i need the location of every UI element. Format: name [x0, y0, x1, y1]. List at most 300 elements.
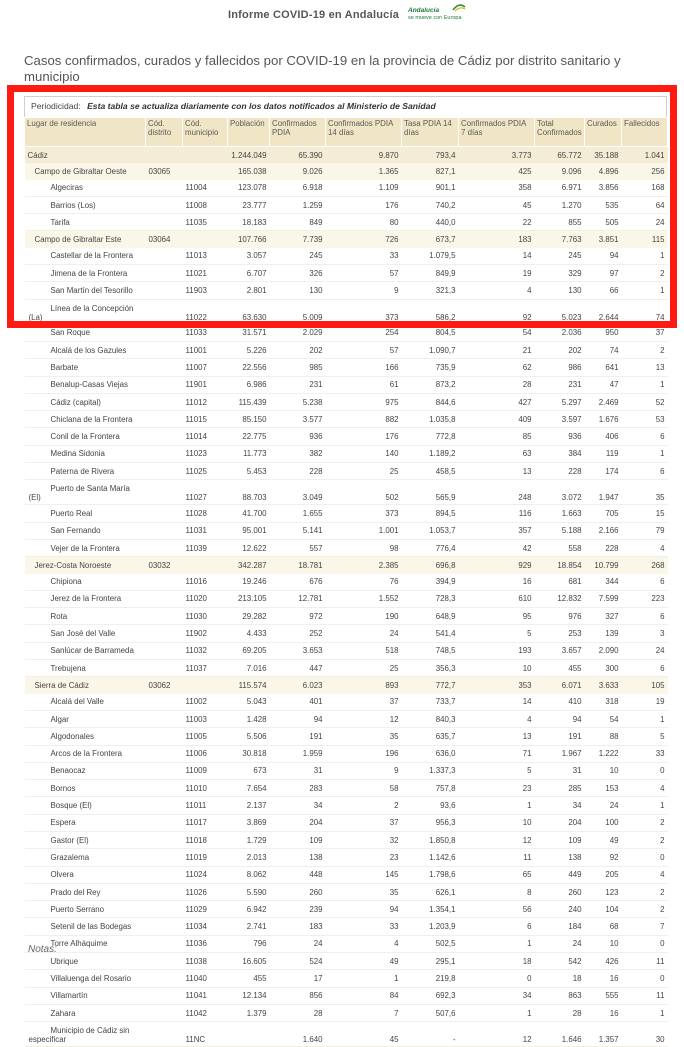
cell-tot: 253 [535, 625, 585, 642]
cell-c: 326 [270, 265, 326, 282]
cell-c: 228 [270, 463, 326, 480]
cell-fal: 6 [622, 463, 668, 480]
periodicity-value: Esta tabla se actualiza diariamente con los datos notificados al Ministerio de Sanidad [87, 101, 436, 111]
cell-t14: 692,3 [402, 987, 459, 1004]
cell-t14: 757,8 [402, 780, 459, 797]
cell-pob: 16.605 [228, 953, 270, 970]
cell-tot: 191 [535, 728, 585, 745]
cell-c: 191 [270, 728, 326, 745]
cell-c: 5.238 [270, 393, 326, 410]
column-header[interactable]: Confirmados PDIA [270, 118, 326, 147]
cell-c7: 5 [459, 762, 535, 779]
cell-pob: 88.703 [228, 480, 270, 505]
cell-pob: 19.246 [228, 574, 270, 591]
cell-c7: 28 [459, 376, 535, 393]
column-header[interactable]: Confirmados PDIA 7 días [459, 118, 535, 147]
cell-c7: 0 [459, 970, 535, 987]
cell-pob: 5.506 [228, 728, 270, 745]
cell-c14: 32 [326, 831, 402, 848]
cell-mun: 11008 [183, 196, 228, 213]
cell-t14: 1.053,7 [402, 522, 459, 539]
cell-mun: 11004 [183, 180, 228, 197]
cell-fal: 1 [622, 710, 668, 727]
cell-cur: 2.166 [585, 522, 622, 539]
cell-fal: 6 [622, 574, 668, 591]
cell-c14: 196 [326, 745, 402, 762]
cell-c7: 22 [459, 214, 535, 231]
cell-dist [146, 625, 183, 642]
municipality-row [25, 642, 668, 659]
cell-tot: 9.096 [535, 163, 585, 179]
municipality-row [25, 953, 668, 970]
cell-fal: 256 [622, 163, 668, 179]
cell-fal: 1 [622, 1004, 668, 1021]
cell-c: 17 [270, 970, 326, 987]
cell-c7: 12 [459, 831, 535, 848]
cell-cur: 300 [585, 660, 622, 677]
cell-t14: - [402, 1022, 459, 1047]
residence-cell: Villaluenga del Rosario [25, 970, 146, 987]
cell-dist [146, 522, 183, 539]
cell-dist: 03032 [146, 557, 183, 574]
cell-c: 12.781 [270, 590, 326, 607]
municipality-row [25, 970, 668, 987]
residence-cell: Tarifa [25, 214, 146, 231]
municipality-row [25, 625, 668, 642]
cell-pob: 3.869 [228, 814, 270, 831]
cell-c7: 16 [459, 574, 535, 591]
cell-fal: 1 [622, 248, 668, 265]
cell-pob: 2.801 [228, 282, 270, 299]
cell-c7: 92 [459, 299, 535, 324]
cell-t14: 748,5 [402, 642, 459, 659]
cell-dist: 03062 [146, 677, 183, 694]
cell-mun: 11039 [183, 539, 228, 556]
cell-c: 3.653 [270, 642, 326, 659]
cell-cur: 47 [585, 376, 622, 393]
municipality-row [25, 608, 668, 625]
cell-fal: 6 [622, 428, 668, 445]
cell-t14: 636,0 [402, 745, 459, 762]
cell-fal: 268 [622, 557, 668, 574]
cell-c: 856 [270, 987, 326, 1004]
cell-c: 972 [270, 608, 326, 625]
residence-cell: Grazalema [25, 849, 146, 866]
municipality-row [25, 935, 668, 952]
cell-dist [146, 376, 183, 393]
cell-dist: 03064 [146, 231, 183, 248]
municipality-row [25, 341, 668, 358]
cell-dist [146, 745, 183, 762]
cell-c7: 1 [459, 797, 535, 814]
cell-c: 5.141 [270, 522, 326, 539]
column-header[interactable]: Fallecidos [622, 118, 668, 147]
cell-cur: 344 [585, 574, 622, 591]
cell-pob: 85.150 [228, 411, 270, 428]
cell-c14: 145 [326, 866, 402, 883]
report-header [0, 0, 684, 34]
cell-pob: 1.244.049 [228, 147, 270, 164]
cell-dist [146, 814, 183, 831]
cell-pob: 23.777 [228, 196, 270, 213]
cell-mun: 11042 [183, 1004, 228, 1021]
cell-c14: 37 [326, 694, 402, 711]
cell-c: 239 [270, 901, 326, 918]
cell-pob: 22.775 [228, 428, 270, 445]
cell-c7: 116 [459, 505, 535, 522]
cell-c14: 190 [326, 608, 402, 625]
cell-c14: 975 [326, 393, 402, 410]
cell-pob: 6.986 [228, 376, 270, 393]
residence-name-suffix: especificar [28, 1035, 67, 1045]
cell-c: 3.049 [270, 480, 326, 505]
cell-cur: 68 [585, 918, 622, 935]
cell-t14: 356,3 [402, 660, 459, 677]
cell-fal: 15 [622, 505, 668, 522]
cell-mun: 11015 [183, 411, 228, 428]
cell-mun: 11016 [183, 574, 228, 591]
cell-cur: 1.357 [585, 1022, 622, 1047]
cell-c7: 610 [459, 590, 535, 607]
cell-c7: 5 [459, 625, 535, 642]
residence-cell: Chipiona [25, 574, 146, 591]
cell-fal: 19 [622, 694, 668, 711]
cell-pob: 29.282 [228, 608, 270, 625]
cell-cur: 950 [585, 324, 622, 341]
municipality-row [25, 762, 668, 779]
residence-cell: Rota [25, 608, 146, 625]
cell-pob: 41.700 [228, 505, 270, 522]
cell-t14: 394,9 [402, 574, 459, 591]
municipality-row [25, 831, 668, 848]
cell-cur: 49 [585, 831, 622, 848]
cell-t14: 458,5 [402, 463, 459, 480]
cell-c14: 25 [326, 463, 402, 480]
cell-c: 130 [270, 282, 326, 299]
cell-c14: 84 [326, 987, 402, 1004]
cell-c: 1.640 [270, 1022, 326, 1047]
cell-pob: 1.428 [228, 710, 270, 727]
cell-fal: 24 [622, 642, 668, 659]
cell-c14: 1 [326, 970, 402, 987]
cell-mun [183, 677, 228, 694]
municipality-row [25, 463, 668, 480]
cell-cur: 505 [585, 214, 622, 231]
cell-mun: 11033 [183, 324, 228, 341]
cell-cur: 7.599 [585, 590, 622, 607]
logo-line2: se mueve con Europa [408, 15, 462, 21]
cell-dist [146, 393, 183, 410]
cell-c14: 45 [326, 1022, 402, 1047]
column-header[interactable]: Confirmados PDIA 14 días [326, 118, 402, 147]
residence-cell: Prado del Rey [25, 883, 146, 900]
residence-cell: Jerez de la Frontera [25, 590, 146, 607]
column-header[interactable]: Cód. municipio [183, 118, 228, 147]
cell-fal: 79 [622, 522, 668, 539]
column-header[interactable]: Tasa PDIA 14 días [402, 118, 459, 147]
cell-fal: 1 [622, 797, 668, 814]
cell-fal: 74 [622, 299, 668, 324]
cell-t14: 648,9 [402, 608, 459, 625]
cell-c: 94 [270, 710, 326, 727]
cell-t14: 776,4 [402, 539, 459, 556]
cell-dist [146, 987, 183, 1004]
cell-c7: 14 [459, 248, 535, 265]
residence-cell: Campo de Gibraltar Este [25, 231, 146, 248]
cell-dist [146, 710, 183, 727]
cell-fal: 4 [622, 539, 668, 556]
residence-cell: Cádiz (capital) [25, 393, 146, 410]
municipality-row [25, 710, 668, 727]
cell-mun: 11901 [183, 376, 228, 393]
cell-c: 7.739 [270, 231, 326, 248]
municipality-row [25, 901, 668, 918]
cell-fal: 64 [622, 196, 668, 213]
cell-pob: 115.574 [228, 677, 270, 694]
cell-c14: 24 [326, 625, 402, 642]
cell-c14: 882 [326, 411, 402, 428]
residence-cell: Benalup-Casas Viejas [25, 376, 146, 393]
cell-c: 401 [270, 694, 326, 711]
cell-tot: 6.971 [535, 180, 585, 197]
cell-pob: 1.379 [228, 1004, 270, 1021]
cell-pob: 95.001 [228, 522, 270, 539]
residence-cell: Alcalá del Valle [25, 694, 146, 711]
cell-c14: 9 [326, 762, 402, 779]
cell-c14: 1.001 [326, 522, 402, 539]
cell-t14: 733,7 [402, 694, 459, 711]
residence-cell: San Roque [25, 324, 146, 341]
cell-tot: 384 [535, 445, 585, 462]
cell-fal: 105 [622, 677, 668, 694]
cell-t14: 1.035,8 [402, 411, 459, 428]
cell-fal: 2 [622, 814, 668, 831]
cell-tot: 1.270 [535, 196, 585, 213]
cell-t14: 626,1 [402, 883, 459, 900]
cell-mun: 11030 [183, 608, 228, 625]
cell-c: 447 [270, 660, 326, 677]
cell-dist [146, 849, 183, 866]
cell-c7: 62 [459, 359, 535, 376]
cell-t14: 894,5 [402, 505, 459, 522]
cell-tot: 12.832 [535, 590, 585, 607]
cell-t14: 440,0 [402, 214, 459, 231]
municipality-row [25, 1004, 668, 1021]
cell-tot: 65.772 [535, 147, 585, 164]
cell-c14: 2 [326, 797, 402, 814]
cell-tot: 7.763 [535, 231, 585, 248]
cell-cur: 641 [585, 359, 622, 376]
cell-c7: 18 [459, 953, 535, 970]
municipality-row [25, 849, 668, 866]
residence-cell: Chiclana de la Frontera [25, 411, 146, 428]
cell-c14: 518 [326, 642, 402, 659]
cell-fal: 24 [622, 214, 668, 231]
cell-tot: 1.646 [535, 1022, 585, 1047]
cell-mun: 11040 [183, 970, 228, 987]
cell-fal: 13 [622, 359, 668, 376]
cell-dist [146, 831, 183, 848]
cell-cur: 139 [585, 625, 622, 642]
cell-c: 3.577 [270, 411, 326, 428]
cell-pob: 796 [228, 935, 270, 952]
cell-c: 5.009 [270, 299, 326, 324]
cell-mun: 11020 [183, 590, 228, 607]
cell-c14: 1.109 [326, 180, 402, 197]
cell-c14: 726 [326, 231, 402, 248]
cell-pob: 673 [228, 762, 270, 779]
cell-t14: 1.079,5 [402, 248, 459, 265]
cell-pob: 6.942 [228, 901, 270, 918]
cell-dist [146, 660, 183, 677]
cell-t14: 901,1 [402, 180, 459, 197]
cell-c14: 2.385 [326, 557, 402, 574]
cell-cur: 100 [585, 814, 622, 831]
cell-tot: 3.072 [535, 480, 585, 505]
cell-tot: 240 [535, 901, 585, 918]
cell-pob: 8.062 [228, 866, 270, 883]
cell-cur: 153 [585, 780, 622, 797]
cell-fal: 0 [622, 849, 668, 866]
residence-cell: Benaocaz [25, 762, 146, 779]
municipality-row [25, 814, 668, 831]
cell-mun: 11005 [183, 728, 228, 745]
cell-c14: 373 [326, 505, 402, 522]
municipality-row [25, 411, 668, 428]
cell-t14: 321,3 [402, 282, 459, 299]
cell-pob: 165.038 [228, 163, 270, 179]
cell-c14: 33 [326, 248, 402, 265]
cell-c14: 893 [326, 677, 402, 694]
municipality-row [25, 505, 668, 522]
cell-cur: 406 [585, 428, 622, 445]
cell-t14: 1.189,2 [402, 445, 459, 462]
cell-tot: 5.188 [535, 522, 585, 539]
residence-cell: Castellar de la Frontera [25, 248, 146, 265]
column-header[interactable]: Lugar de residencia [25, 118, 146, 147]
cell-t14: 1.203,9 [402, 918, 459, 935]
cell-fal: 115 [622, 231, 668, 248]
cell-c14: 140 [326, 445, 402, 462]
cell-t14: 1.142,6 [402, 849, 459, 866]
column-header[interactable]: Total Confirmados [535, 118, 585, 147]
column-header[interactable]: Curados [585, 118, 622, 147]
cell-cur: 10 [585, 935, 622, 952]
cell-dist [146, 883, 183, 900]
cell-tot: 976 [535, 608, 585, 625]
cell-fal: 2 [622, 831, 668, 848]
cell-t14: 565,9 [402, 480, 459, 505]
cell-cur: 94 [585, 248, 622, 265]
cell-mun: 11031 [183, 522, 228, 539]
residence-cell: Puerto Serrano [25, 901, 146, 918]
cell-mun: 11NC [183, 1022, 228, 1047]
cell-mun: 11041 [183, 987, 228, 1004]
district-row [25, 557, 668, 574]
cell-c7: 8 [459, 883, 535, 900]
cell-fal: 0 [622, 970, 668, 987]
cell-cur: 426 [585, 953, 622, 970]
cell-pob: 12.134 [228, 987, 270, 1004]
report-title: Informe COVID-19 en Andalucía [228, 9, 400, 21]
cell-mun: 11023 [183, 445, 228, 462]
cell-c14: 4 [326, 935, 402, 952]
cell-mun: 11013 [183, 248, 228, 265]
municipality-row [25, 590, 668, 607]
cell-c14: 35 [326, 883, 402, 900]
cell-t14: 849,9 [402, 265, 459, 282]
residence-cell: Jimena de la Frontera [25, 265, 146, 282]
cell-pob: 5.043 [228, 694, 270, 711]
cell-c14: 94 [326, 901, 402, 918]
cell-c14: 7 [326, 1004, 402, 1021]
cell-tot: 449 [535, 866, 585, 883]
residence-cell: Alcalá de los Gazules [25, 341, 146, 358]
cell-t14: 295,1 [402, 953, 459, 970]
cell-c7: 34 [459, 987, 535, 1004]
column-header[interactable]: Cód. distrito [146, 118, 183, 147]
cell-t14: 804,5 [402, 324, 459, 341]
cell-t14: 635,7 [402, 728, 459, 745]
cell-cur: 10.799 [585, 557, 622, 574]
cell-c: 382 [270, 445, 326, 462]
cell-fal: 1 [622, 376, 668, 393]
cell-dist [146, 797, 183, 814]
cell-t14: 586,2 [402, 299, 459, 324]
cell-fal: 33 [622, 745, 668, 762]
residence-cell: Villamartín [25, 987, 146, 1004]
cell-fal: 168 [622, 180, 668, 197]
cell-c14: 166 [326, 359, 402, 376]
cell-c7: 65 [459, 866, 535, 883]
cell-c7: 1 [459, 1004, 535, 1021]
cell-c14: 23 [326, 849, 402, 866]
cell-c14: 502 [326, 480, 402, 505]
cell-c7: 19 [459, 265, 535, 282]
cell-pob: 342.287 [228, 557, 270, 574]
cell-mun: 11006 [183, 745, 228, 762]
municipality-row [25, 574, 668, 591]
cell-c14: 373 [326, 299, 402, 324]
cell-tot: 184 [535, 918, 585, 935]
residence-cell: Puerto Real [25, 505, 146, 522]
cell-c: 245 [270, 248, 326, 265]
cell-fal: 6 [622, 608, 668, 625]
cell-c: 1.959 [270, 745, 326, 762]
cell-c: 24 [270, 935, 326, 952]
cell-dist [146, 780, 183, 797]
cell-c7: 4 [459, 710, 535, 727]
cell-tot: 855 [535, 214, 585, 231]
cell-c: 448 [270, 866, 326, 883]
cell-cur: 1.947 [585, 480, 622, 505]
cell-cur: 10 [585, 762, 622, 779]
cell-pob: 107.766 [228, 231, 270, 248]
cell-cur: 3.856 [585, 180, 622, 197]
cell-cur: 66 [585, 282, 622, 299]
cell-dist [146, 411, 183, 428]
cell-fal: 1 [622, 445, 668, 462]
residence-cell: San Martín del Tesorillo [25, 282, 146, 299]
cell-c7: 54 [459, 324, 535, 341]
cell-mun: 11014 [183, 428, 228, 445]
municipality-row [25, 522, 668, 539]
cell-tot: 231 [535, 376, 585, 393]
cell-mun: 11036 [183, 935, 228, 952]
cell-t14: 956,3 [402, 814, 459, 831]
column-header[interactable]: Población [228, 118, 270, 147]
cell-t14: 1.798,6 [402, 866, 459, 883]
